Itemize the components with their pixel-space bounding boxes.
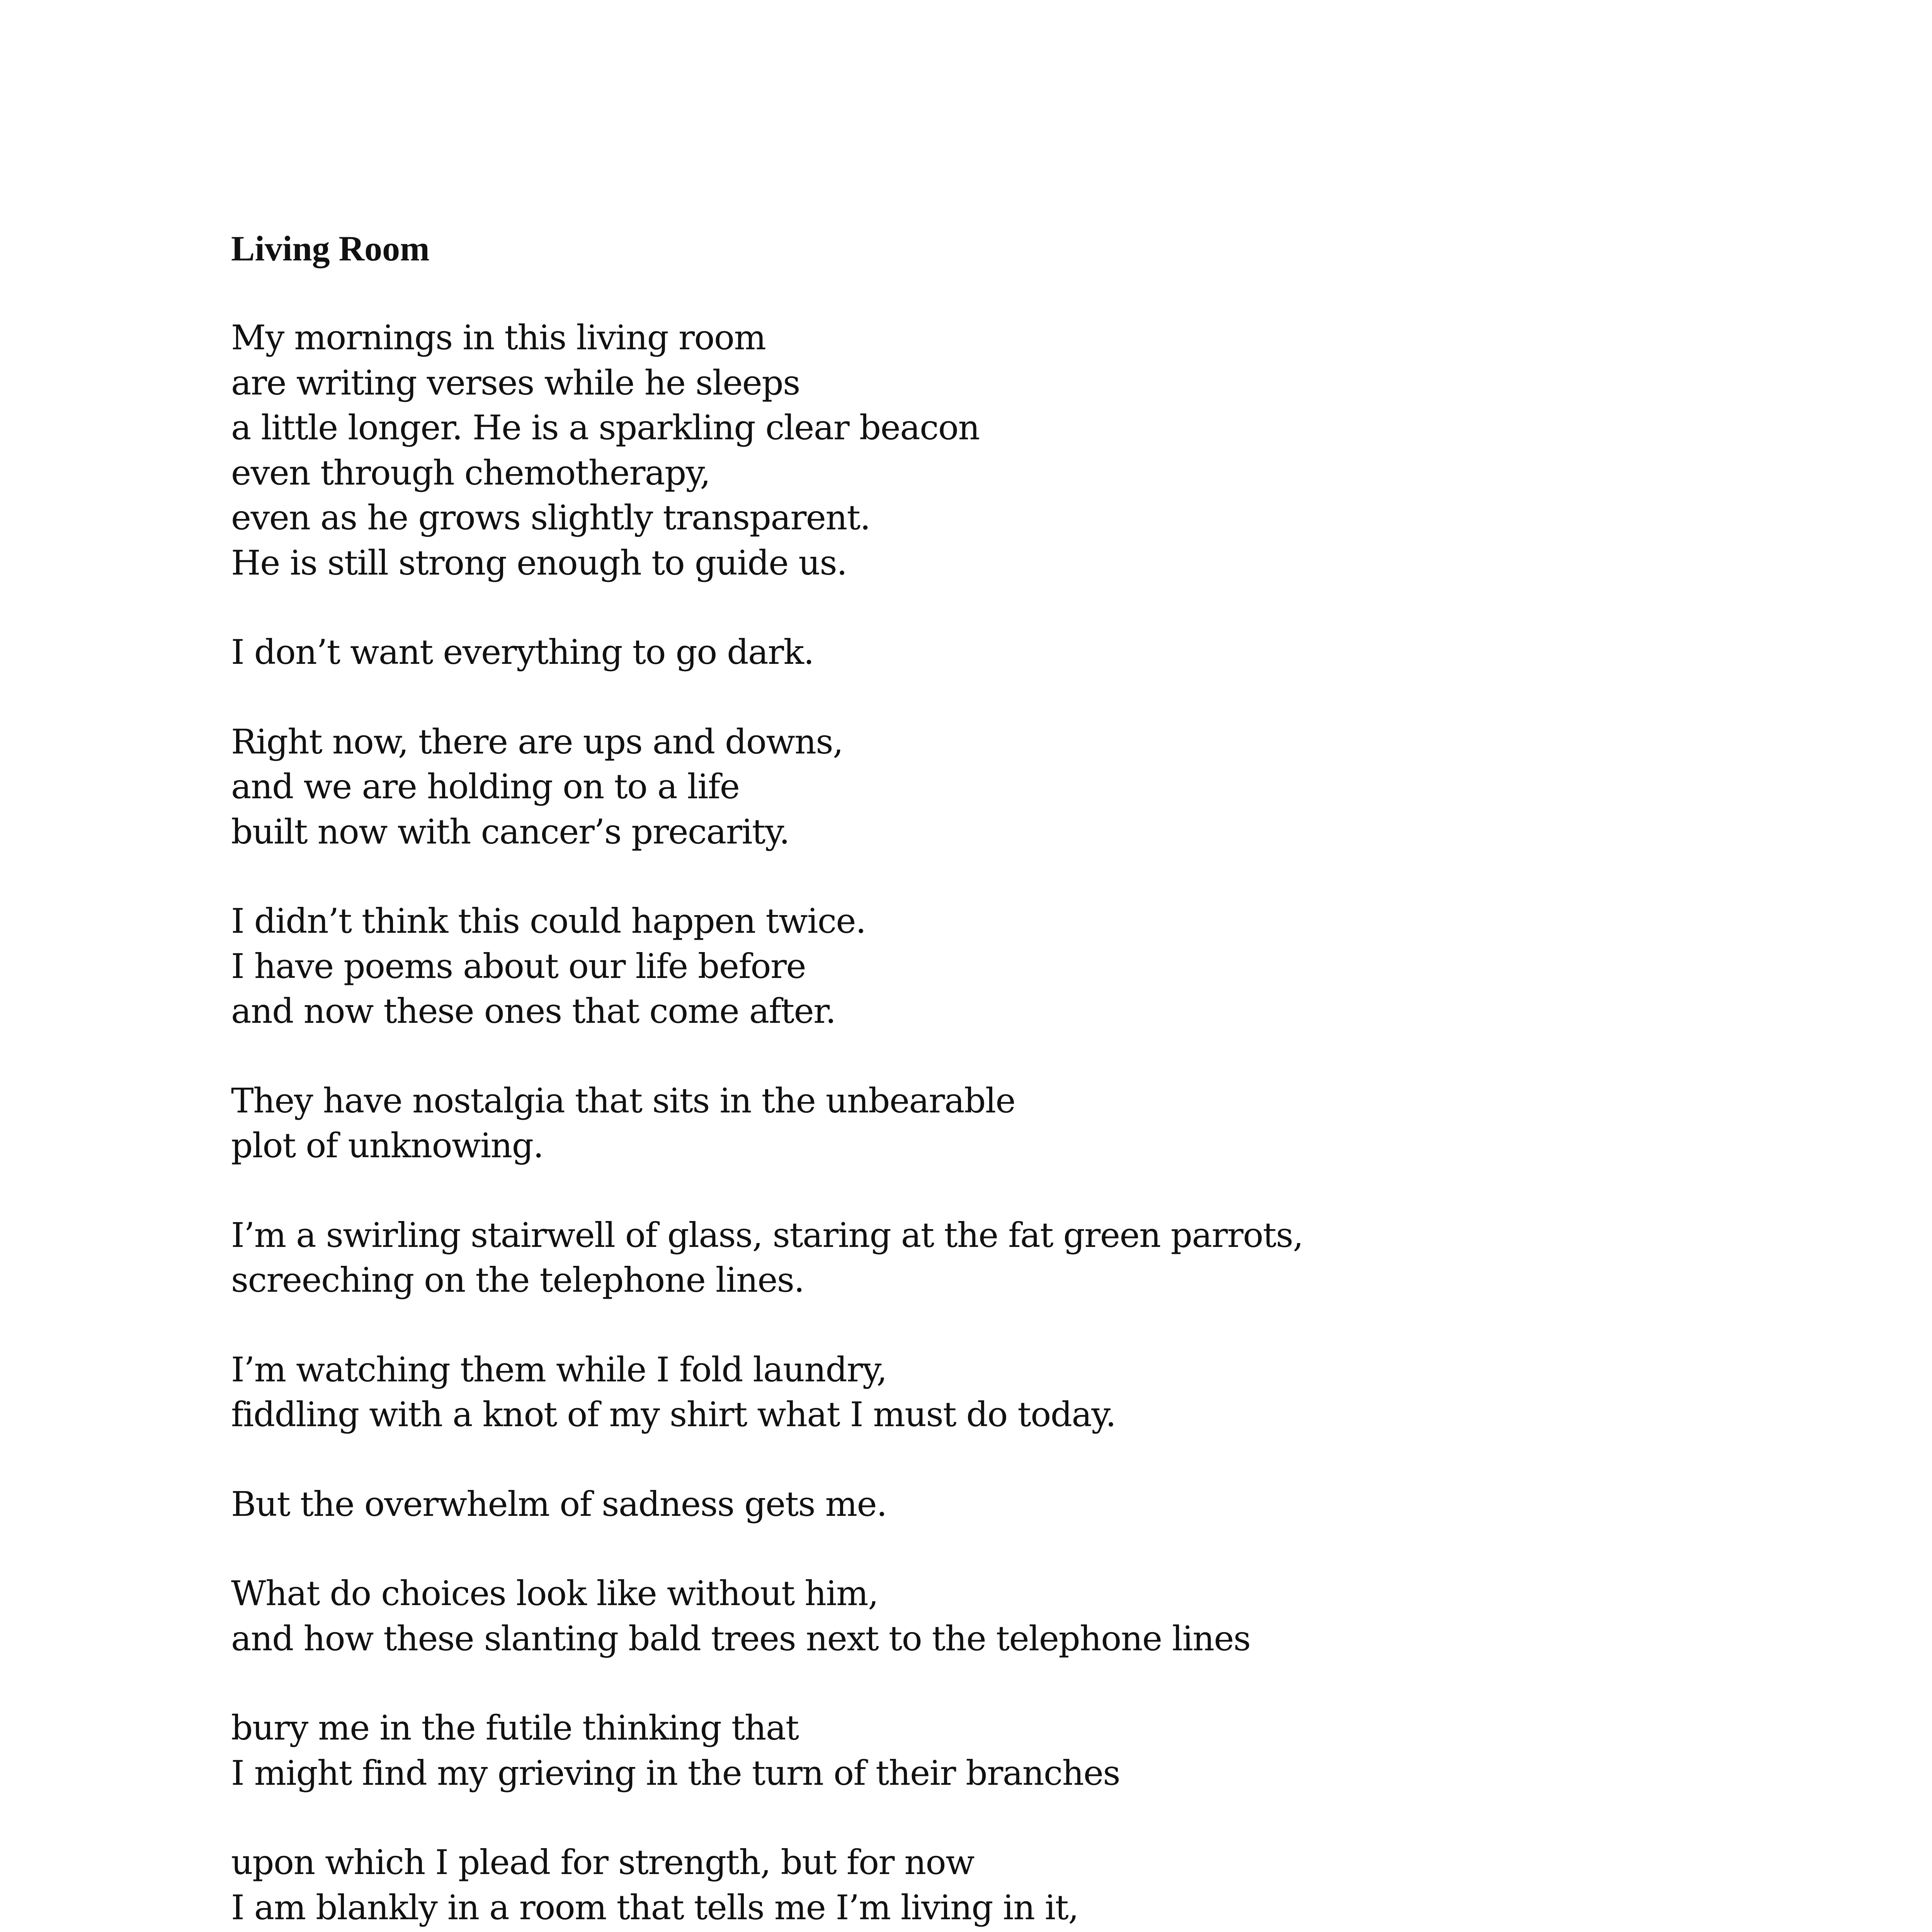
poem-line: and how these slanting bald trees next to the telephone lines	[231, 1618, 1250, 1658]
poem-line: I might find my grieving in the turn of their branches	[231, 1753, 1120, 1793]
poem-line: are writing verses while he sleeps	[231, 362, 800, 403]
poem-line: a little longer. He is a sparkling clear beacon	[231, 408, 980, 447]
stanza	[231, 315, 1738, 585]
poem-line: I have poems about our life before	[231, 946, 806, 986]
poem-line: Right now, there are ups and downs,	[231, 721, 843, 762]
stanza	[231, 1571, 1738, 1661]
poem-line: plot of unknowing.	[231, 1126, 544, 1165]
poem-line: screeching on the telephone lines.	[231, 1260, 804, 1300]
poem-line: They have nostalgia that sits in the unbearable	[231, 1080, 1015, 1121]
stanza	[231, 719, 1738, 855]
poem-line: upon which I plead for strength, but for now	[231, 1842, 974, 1882]
poem-line: What do choices look like without him,	[231, 1573, 878, 1613]
poem-line: even as he grows slightly transparent.	[231, 498, 871, 537]
poem-line: But the overwhelm of sadness gets me.	[231, 1484, 887, 1524]
stanza	[231, 1482, 1738, 1527]
poem-line: I’m watching them while I fold laundry,	[231, 1349, 887, 1389]
stanza	[231, 1347, 1738, 1437]
poem-line: I don’t want everything to go dark.	[231, 632, 814, 672]
poem-line: and we are holding on to a life	[231, 767, 740, 806]
stanza	[231, 1213, 1738, 1303]
poem-line: bury me in the futile thinking that	[231, 1708, 799, 1748]
poem-line: I didn’t think this could happen twice.	[231, 901, 866, 941]
poem-line: I am blankly in a room that tells me I’m living in it,	[231, 1887, 1078, 1927]
poem-line: He is still strong enough to guide us.	[231, 543, 847, 583]
stanza	[231, 1078, 1738, 1168]
poem-line: fiddling with a knot of my shirt what I must do today.	[231, 1395, 1116, 1434]
stanza	[231, 899, 1738, 1034]
poem-line: built now with cancer’s precarity.	[231, 811, 789, 852]
poem-title: Living Room	[231, 229, 430, 268]
poem-line	[231, 1930, 1738, 1932]
poem-line: I’m a swirling stairwell of glass, staring at the fat green parrots,	[231, 1215, 1303, 1255]
poem-line: even through chemotherapy,	[231, 452, 710, 493]
stanza	[231, 630, 1738, 675]
stanza	[231, 1706, 1738, 1796]
poem-line: and now these ones that come after.	[231, 991, 836, 1031]
poem	[231, 226, 1738, 1932]
poem-line: My mornings in this living room	[231, 318, 766, 357]
stanza	[231, 1840, 1738, 1932]
